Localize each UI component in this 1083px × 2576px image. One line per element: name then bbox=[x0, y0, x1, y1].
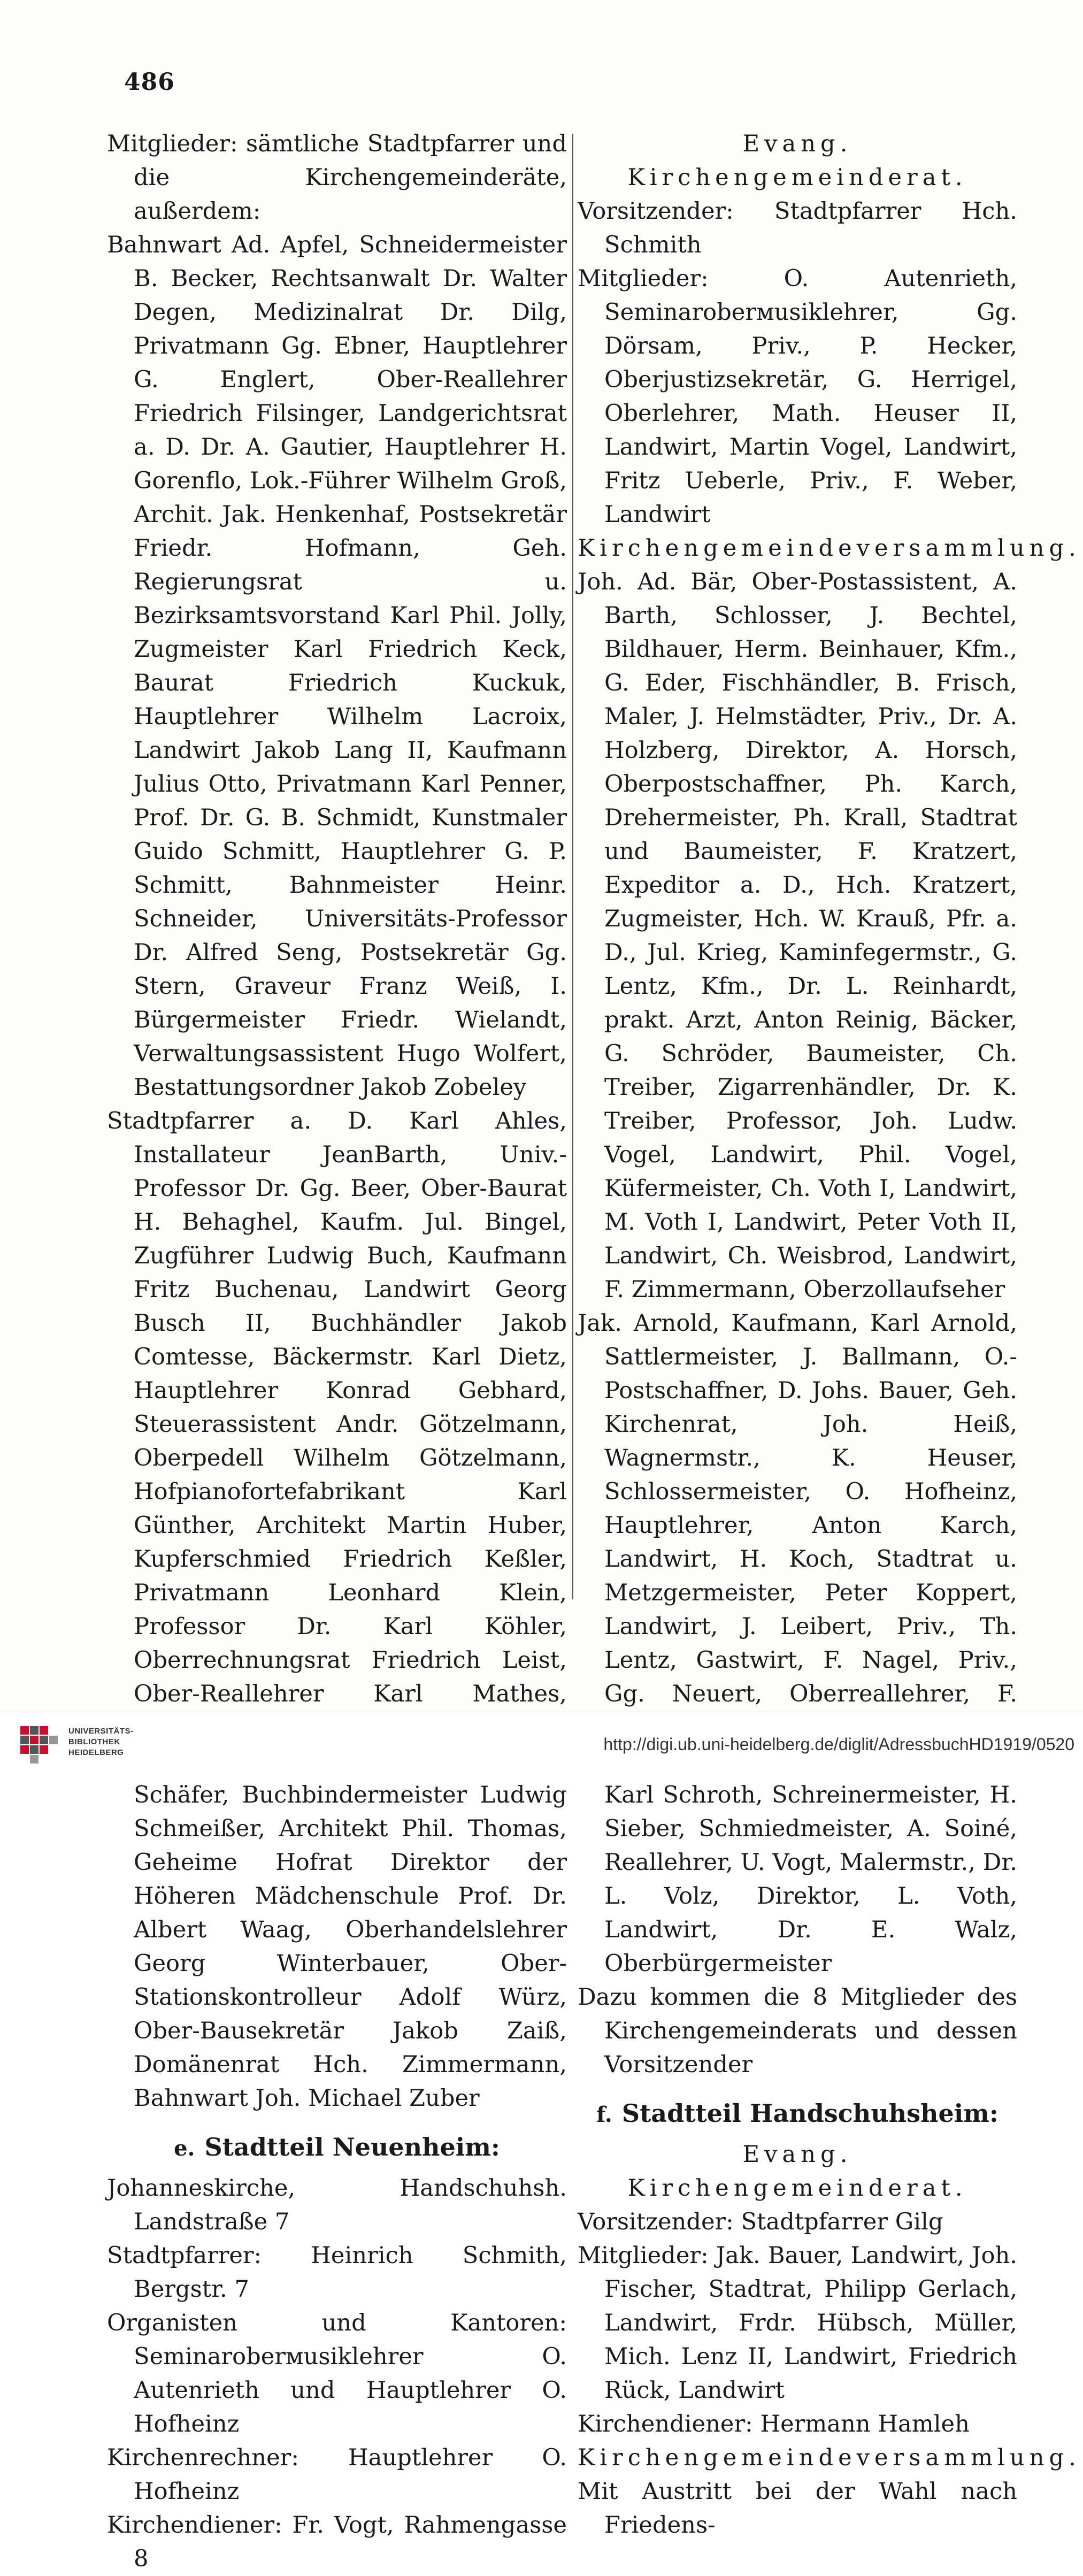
right-para-chair: Vorsitzender: Stadtpfarrer Hch. Schmith bbox=[578, 198, 1017, 258]
viewer-footer bbox=[0, 1712, 1083, 1781]
right-para-members-2: Mitglieder: Jak. Bauer, Landwirt, Joh. Fischer, Stadtrat, Philipp Gerlach, Landwirt, Frdr. Hübsch, Müller, Mich. Lenz II, Landwirt, Friedrich Rück, Landwirt bbox=[578, 2242, 1017, 2404]
right-para-assembly-list: Joh. Ad. Bär, Ober-Postassistent, A. Barth, Schlosser, J. Bechtel, Bildhauer, Herm. Beinhauer, Kfm., G. Eder, Fischhändler, B. Frisch, Maler, J. Helmstädter, Priv., Dr. A. Holzberg, Direktor, A. Horsch, Oberpostschaffner, Ph. Karch, Drehermeister, Ph. Krall, Stadtrat und Baumeister, F. Kratzert, Expeditor a. D., Hch. Kratzert, Zugmeister, Hch. W. Krauß, Pfr. a. D., Jul. Krieg, Kaminfegermstr., G. Lentz, Kfm., Dr. L. Reinhardt, prakt. Arzt, Anton Reinig, Bäcker, G. Schröder, Baumeister, Ch. Treiber, Zigarrenhändler, Dr. K. Treiber, Professor, Joh. Ludw. Vogel, Landwirt, Phil. Vogel, Küfermeister, Ch. Voth I, Landwirt, M. Voth I, Landwirt, Peter Voth II, Landwirt, Ch. Weisbrod, Landwirt, F. Zimmermann, Oberzollaufseher bbox=[578, 569, 1017, 1303]
library-name-line3: HEIDELBERG bbox=[68, 1748, 124, 1757]
right-para-members: Mitglieder: O. Autenrieth, Seminaroberмusiklehrer, Gg. Dörsam, Priv., P. Hecker, Oberjustizsekretär, G. Herrigel, Oberlehrer, Math. Heuser II, Landwirt, Martin Vogel, Landwirt, Fritz Ueberle, Priv., F. Weber, Landwirt bbox=[578, 265, 1017, 528]
left-para-members-intro: Mitglieder: sämtliche Stadtpfarrer und die Kirchengemeinderäte, außerdem: bbox=[107, 131, 567, 225]
left-para-members-list: Bahnwart Ad. Apfel, Schneidermeister B. Becker, Rechtsanwalt Dr. Walter Degen, Medizinalrat Dr. Dilg, Privatmann Gg. Ebner, Hauptlehrer G. Englert, Ober-Reallehrer Friedrich Filsinger, Landgerichtsrat a. D. Dr. A. Gautier, Hauptlehrer H. Gorenflo, Lok.-Führer Wilhelm Groß, Archit. Jak. Henkenhaf, Postsekretär Friedr. Hofmann, Geh. Regierungsrat u. Bezirksamtsvorstand Karl Phil. Jolly, Zugmeister Karl Friedrich Keck, Baurat Friedrich Kuckuk, Hauptlehrer Wilhelm Lacroix, Landwirt Jakob Lang II, Kaufmann Julius Otto, Privatmann Karl Penner, Prof. Dr. G. B. Schmidt, Kunstmaler Guido Schmitt, Hauptlehrer G. P. Schmitt, Bahnmeister Heinr. Schneider, Universitäts-Professor Dr. Alfred Seng, Postsekretär Gg. Stern, Graveur Franz Weiß, I. Bürgermeister Friedr. Wielandt, Verwaltungsassistent Hugo Wolfert, Bestattungsordner Jakob Zobeley bbox=[107, 232, 567, 1101]
right-column bbox=[578, 127, 1081, 2542]
left-column bbox=[107, 127, 567, 2576]
right-heading-council: Evang. Kirchengemeinderat. bbox=[627, 131, 967, 191]
section-title: Stadtteil Handschuhsheim: bbox=[621, 2099, 998, 2128]
right-para-assembly-note: Mit Austritt bei der Wahl nach Friedens- bbox=[578, 2478, 1017, 2539]
left-para-sexton: Kirchendiener: Fr. Vogt, Rahmengasse 8 bbox=[107, 2512, 567, 2572]
section-title: Stadtteil Neuenheim: bbox=[204, 2133, 500, 2161]
library-name-line2: BIBLIOTHEK bbox=[68, 1737, 120, 1746]
section-heading-neuenheim bbox=[107, 2130, 567, 2165]
library-name-line1: UNIVERSITÄTS- bbox=[68, 1727, 134, 1736]
right-para-chair-2: Vorsitzender: Stadtpfarrer Gilg bbox=[578, 2209, 943, 2235]
right-heading-assembly: Kirchengemeindeversammlung. bbox=[578, 535, 1081, 562]
left-para-treasurer: Kirchenrechner: Hauptlehrer O. Hofheinz bbox=[107, 2444, 567, 2505]
right-heading-council-2: Evang. Kirchengemeinderat. bbox=[627, 2141, 967, 2202]
left-para-members-list-2: Stadtpfarrer a. D. Karl Ahles, Installateur JeanBarth, Univ.-Professor Dr. Gg. Beer, Ober-Baurat H. Behaghel, Kaufm. Jul. Bingel, Zugführer Ludwig Buch, Kaufmann Fritz Buchenau, Landwirt Georg Busch II, Buchhändler Jakob Comtesse, Bäckermstr. Karl Dietz, Hauptlehrer Konrad Gebhard, Steuerassistent Andr. Götzelmann, Oberpedell Wilhelm Götzelmann, Hofpianofortefabrikant Karl Günther, Architekt Martin Huber, Kupferschmied Friedrich Keßler, Privatmann Leonhard Klein, Professor Dr. Karl Köhler, Oberrechnungsrat Friedrich Leist, Ober-Reallehrer Karl Mathes, Schäfer, Buchbindermeister Ludwig Schmeißer, Architekt Phil. Thomas, Geheime Hofrat Direktor der Höheren Mädchenschule Prof. Dr. Albert Waag, Oberhandelslehrer Georg Winterbauer, Ober-Stationskontrolleur Adolf Würz, Ober-Bausekretär Jakob Zaiß, Domänenrat Hch. Zimmermann, Bahnwart Joh. Michael Zuber bbox=[107, 1108, 567, 2112]
section-label: e. bbox=[174, 2136, 195, 2161]
left-para-church: Johanneskirche, Handschuhsh. Landstraße 7 bbox=[107, 2175, 567, 2235]
column-divider bbox=[572, 134, 573, 1599]
right-para-sexton-2: Kirchendiener: Hermann Hamleh bbox=[578, 2411, 970, 2437]
page-number: 486 bbox=[124, 68, 175, 96]
library-name bbox=[68, 1726, 134, 1758]
left-para-pastor: Stadtpfarrer: Heinrich Schmith, Bergstr. 7 bbox=[107, 2242, 567, 2303]
section-label: f. bbox=[596, 2102, 612, 2127]
library-logo-icon bbox=[16, 1722, 65, 1771]
right-para-addition: Dazu kommen die 8 Mitglieder des Kirchengemeinderats und dessen Vorsitzender bbox=[578, 1984, 1017, 2078]
right-para-assembly-list-2: Jak. Arnold, Kaufmann, Karl Arnold, Sattlermeister, J. Ballmann, O.-Postschaffner, D. Johs. Bauer, Geh. Kirchenrat, Joh. Heiß, Wagnermstr., K. Heuser, Schlossermeister, O. Hofheinz, Hauptlehrer, Anton Karch, Landwirt, H. Koch, Stadtrat u. Metzgermeister, Peter Koppert, Landwirt, J. Leibert, Priv., Th. Lentz, Gastwirt, F. Nagel, Priv., Gg. Neuert, Oberreallehrer, F. Karl Schroth, Schreinermeister, H. Sieber, Schmiedmeister, A. Soiné, Reallehrer, U. Vogt, Malermstr., Dr. L. Volz, Direktor, L. Voth, Landwirt, Dr. E. Walz, Oberbürgermeister bbox=[578, 1310, 1017, 1977]
right-heading-assembly-2: Kirchengemeindeversammlung. bbox=[578, 2444, 1081, 2471]
left-para-organists: Organisten und Kantoren: Seminaroberмusiklehrer O. Autenrieth und Hauptlehrer O. Hofheinz bbox=[107, 2310, 567, 2437]
source-url-link[interactable]: http://digi.ub.uni-heidelberg.de/diglit/AdressbuchHD1919/0520 bbox=[603, 1735, 1074, 1754]
section-heading-handschuhsheim bbox=[578, 2097, 1017, 2132]
